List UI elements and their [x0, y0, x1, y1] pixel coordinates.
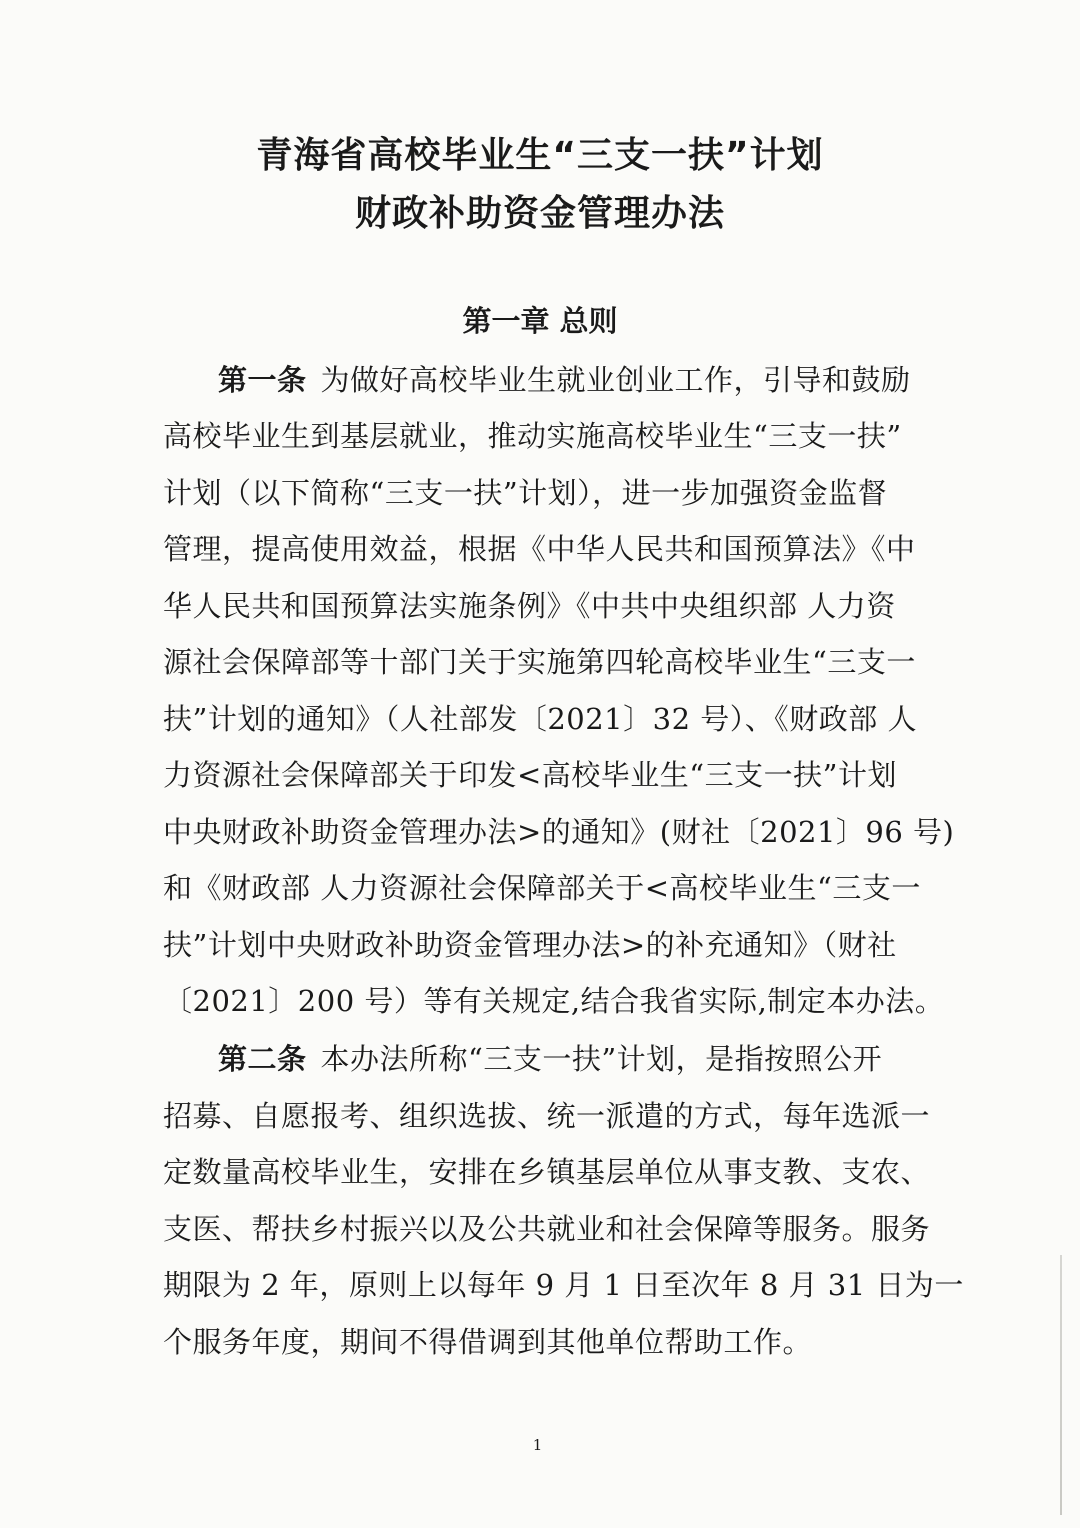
- article-1-text-line: 和《财政部 人力资源社会保障部关于<高校毕业生“三支一: [163, 871, 921, 905]
- article-2-text-line: 本办法所称“三支一扶”计划，是指按照公开: [320, 1042, 883, 1076]
- article-2-text-line: 招募、自愿报考、组织选拔、统一派遣的方式，每年选派一: [163, 1099, 931, 1133]
- article-1-first-line: [218, 363, 911, 397]
- article-2-text-line: 个服务年度，期间不得借调到其他单位帮助工作。: [163, 1325, 813, 1359]
- article-1-text-line: 扶”计划中央财政补助资金管理办法>的补充通知》（财社: [163, 928, 897, 962]
- chapter-heading: 第一章 总则: [462, 304, 618, 338]
- document-title-line-2: 财政补助资金管理办法: [354, 193, 725, 234]
- article-2-label: 第二条: [218, 1042, 307, 1076]
- article-1-label: 第一条: [218, 363, 307, 397]
- article-1-text-line: 扶”计划的通知》（人社部发〔2021〕32 号）、《财政部 人: [163, 702, 917, 736]
- article-2-text-line: 期限为 2 年，原则上以每年 9 月 1 日至次年 8 月 31 日为一: [163, 1268, 964, 1302]
- article-1-text-line: 高校毕业生到基层就业，推动实施高校毕业生“三支一扶”: [163, 419, 902, 453]
- article-1-text-line: 源社会保障部等十部门关于实施第四轮高校毕业生“三支一: [163, 645, 916, 679]
- article-2-first-line: [218, 1042, 908, 1076]
- article-1-text-line: 华人民共和国预算法实施条例》《中共中央组织部 人力资: [163, 589, 896, 623]
- article-1-text-line: 计划（以下简称“三支一扶”计划），进一步加强资金监督: [163, 476, 888, 510]
- document-title-line-1: 青海省高校毕业生“三支一扶”计划: [256, 135, 824, 176]
- article-1-text-line: 中央财政补助资金管理办法>的通知》(财社〔2021〕96 号): [163, 815, 955, 849]
- article-1-text-line: 管理，提高使用效益，根据《中华人民共和国预算法》《中: [163, 532, 916, 566]
- article-1-text-line: 力资源社会保障部关于印发<高校毕业生“三支一扶”计划: [163, 758, 897, 792]
- article-1-text-line: 为做好高校毕业生就业创业工作，引导和鼓励: [320, 363, 911, 397]
- article-2-text-line: 定数量高校毕业生，安排在乡镇基层单位从事支教、支农、: [163, 1155, 931, 1189]
- page-number: 1: [532, 1436, 543, 1454]
- article-2-text-line: 支医、帮扶乡村振兴以及公共就业和社会保障等服务。服务: [163, 1212, 931, 1246]
- article-1-text-line: 〔2021〕200 号）等有关规定,结合我省实际,制定本办法。: [163, 984, 945, 1018]
- scan-edge-mark: [1060, 1255, 1062, 1515]
